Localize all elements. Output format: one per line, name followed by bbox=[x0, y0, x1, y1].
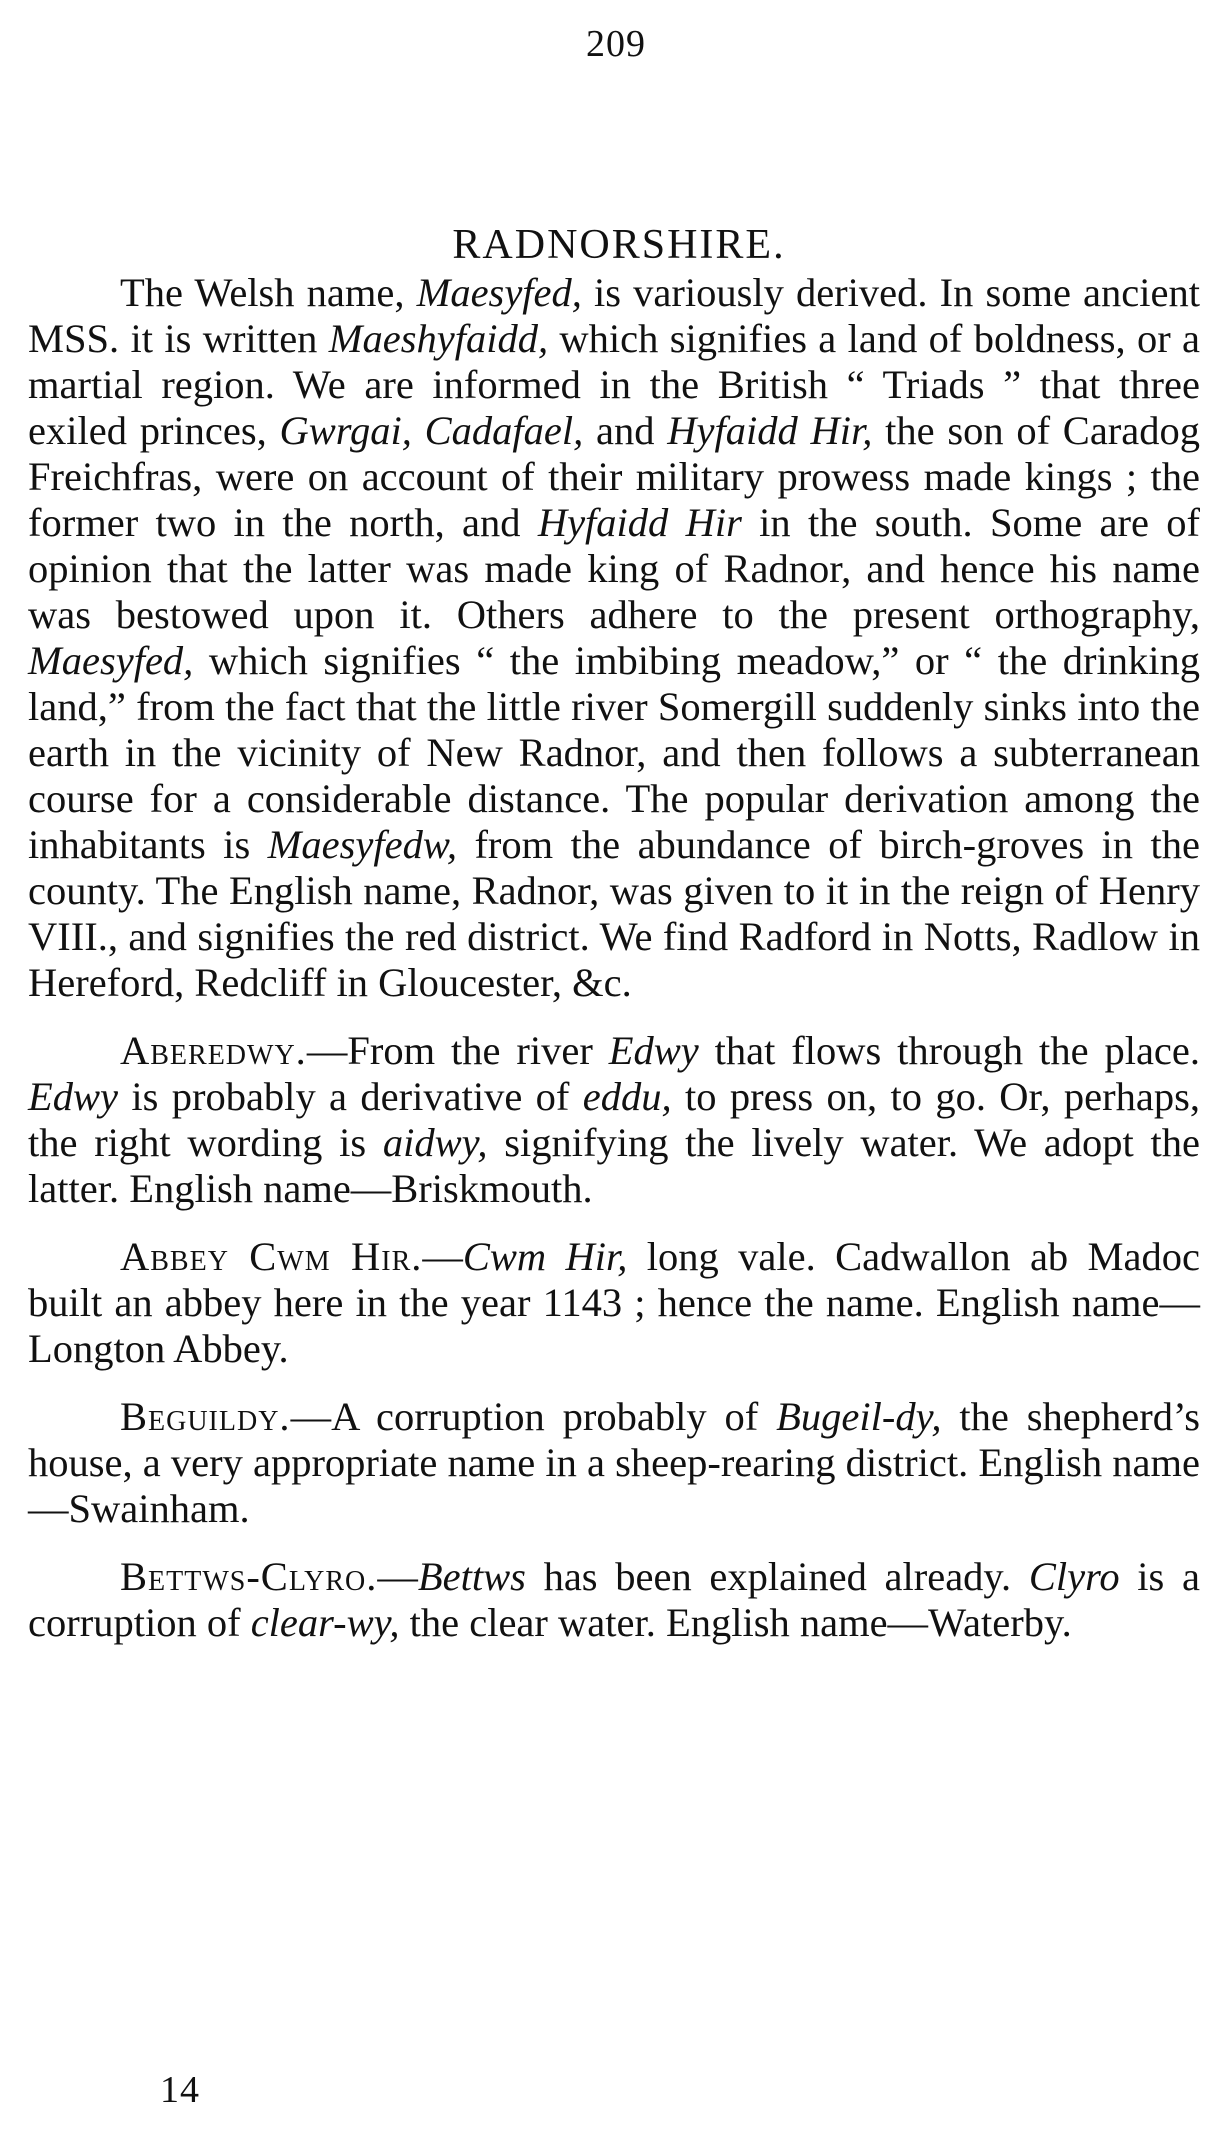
entry-italic: Bettws bbox=[417, 1554, 526, 1599]
intro-italic-2: Maeshyfaidd, bbox=[328, 316, 549, 361]
intro-text-4: and bbox=[583, 408, 668, 453]
page-number: 209 bbox=[586, 23, 646, 65]
entry-text: the clear water. English name—Waterby. bbox=[399, 1600, 1072, 1645]
intro-italic-3: Gwrgai, Cadafael, bbox=[279, 408, 584, 453]
entry-text: — bbox=[422, 1234, 463, 1279]
intro-text-8: from the abundance of birch-groves in the county. The English name, Radnor, was given to it in the reign of Henry VIII., and signifies the red district. We find Radford in Notts, Radlow in Hereford, Redcliff in Gloucester, &c. bbox=[28, 822, 1200, 1005]
entry-italic: Bugeil-dy, bbox=[776, 1394, 942, 1439]
entry-heading: Aberedwy. bbox=[120, 1028, 307, 1073]
signature-mark: 14 bbox=[160, 2069, 200, 2111]
entry-italic: Edwy bbox=[608, 1028, 699, 1073]
entry-italic: aidwy, bbox=[382, 1120, 488, 1165]
entry-text: is probably a derivative of bbox=[117, 1074, 583, 1119]
intro-italic-4: Hyfaidd Hir, bbox=[667, 408, 873, 453]
entry-text: has been explained already. bbox=[525, 1554, 1029, 1599]
entry-italic: clear-wy, bbox=[250, 1600, 400, 1645]
entry-heading: Bettws-Clyro. bbox=[120, 1554, 378, 1599]
page-content bbox=[28, 222, 1200, 1646]
entry-text: — bbox=[377, 1554, 418, 1599]
entry-text: the shepherd’s house, a very appropriate name in a sheep-rearing district. English name—Swainham. bbox=[28, 1394, 1200, 1531]
intro-text-2: is variously derived. In some ancient MSS. it is written bbox=[28, 270, 1200, 361]
intro-text-5: the son of Caradog Freichfras, were on account of their military prowess made kings ; the former two in the north, and bbox=[28, 408, 1201, 545]
entry-text: that flows through the place. bbox=[698, 1028, 1200, 1073]
intro-text-7: which signifies “ the imbibing meadow,” or “ the drinking land,” from the fact that the little river Somergill suddenly sinks into the earth in the vicinity of New Radnor, and then follows a subterranean course for a considerable distance. The popular derivation among the inhabitants is bbox=[28, 638, 1200, 867]
intro-paragraph bbox=[28, 270, 1200, 1006]
entry-italic: eddu, bbox=[582, 1074, 672, 1119]
entry-text: to press on, to go. Or, perhaps, the right wording is bbox=[28, 1074, 1200, 1165]
entry-text: is a corruption of bbox=[28, 1554, 1200, 1645]
intro-italic-7: Maesyfedw, bbox=[267, 822, 457, 867]
intro-text-6: in the south. Some are of opinion that the latter was made king of Radnor, and hence his name was bestowed upon it. Others adhere to the present orthography, bbox=[28, 500, 1200, 637]
entry-heading: Abbey Cwm Hir. bbox=[120, 1234, 423, 1279]
chapter-title: RADNORSHIRE. bbox=[452, 222, 786, 268]
entry-text: —A corruption probably of bbox=[290, 1394, 777, 1439]
entry-italic: Clyro bbox=[1028, 1554, 1120, 1599]
intro-italic-1: Maesyfed, bbox=[416, 270, 582, 315]
entry-italic: Edwy bbox=[28, 1074, 118, 1119]
intro-italic-6: Maesyfed, bbox=[28, 638, 194, 683]
entry-aberedwy bbox=[28, 1028, 1200, 1212]
intro-text-1: The Welsh name, bbox=[120, 270, 417, 315]
entry-heading: Beguildy. bbox=[120, 1394, 291, 1439]
entry-bettws-clyro bbox=[28, 1554, 1200, 1646]
entry-text: signifying the lively water. We adopt the latter. English name—Briskmouth. bbox=[28, 1120, 1200, 1211]
entry-text: —From the river bbox=[306, 1028, 609, 1073]
entry-abbey-cwm-hir bbox=[28, 1234, 1200, 1372]
entry-italic: Cwm Hir, bbox=[462, 1234, 628, 1279]
entry-text: long vale. Cadwallon ab Madoc built an abbey here in the year 1143 ; hence the name. English name—Longton Abbey. bbox=[28, 1234, 1200, 1371]
intro-text-3: which signifies a land of boldness, or a martial region. We are informed in the British “ Triads ” that three exiled princes, bbox=[28, 316, 1200, 453]
intro-italic-5: Hyfaidd Hir bbox=[537, 500, 742, 545]
entry-beguildy bbox=[28, 1394, 1200, 1532]
